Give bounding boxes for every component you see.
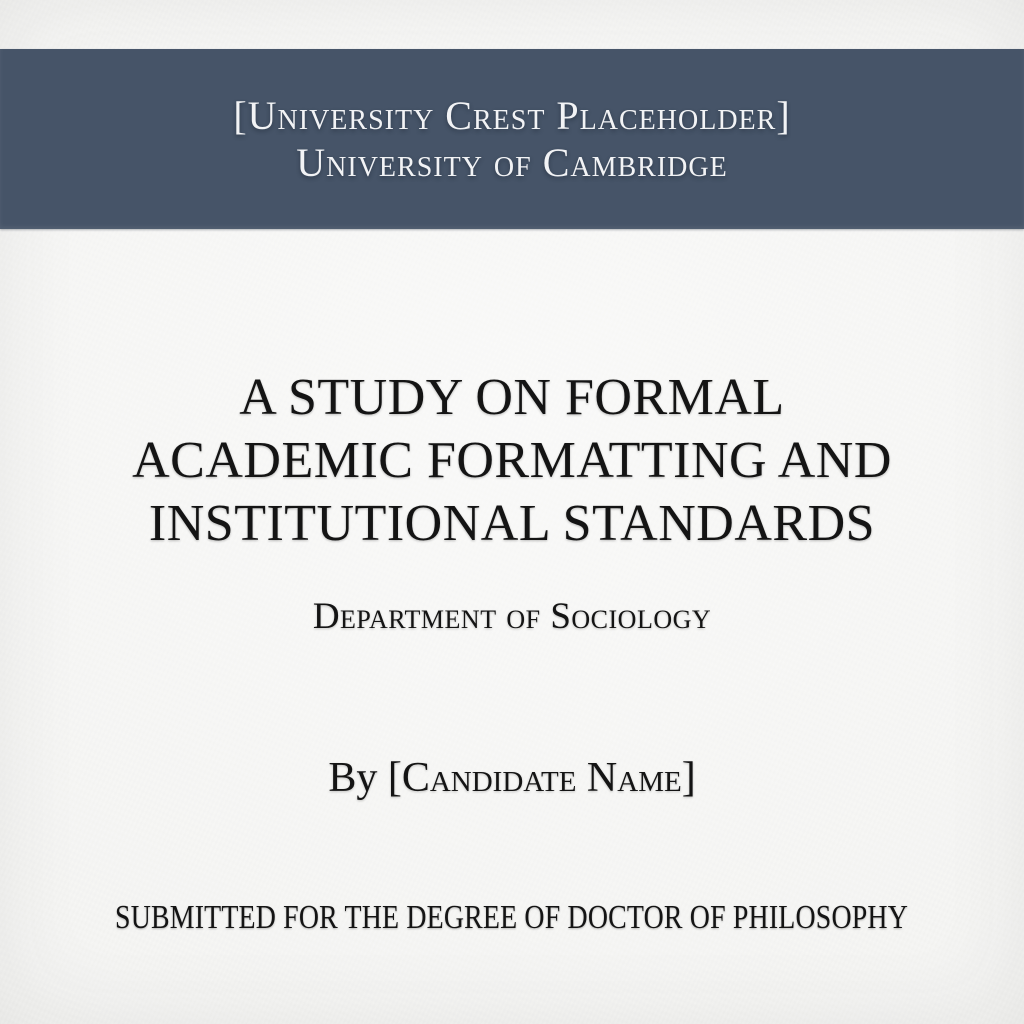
thesis-title xyxy=(132,366,892,555)
thesis-title-line-2: ACADEMIC FORMATTING AND xyxy=(132,432,892,489)
author-prefix: By xyxy=(328,755,388,801)
department-name: Department of Sociology xyxy=(312,596,712,637)
thesis-title-line-1: A STUDY ON FORMAL xyxy=(239,369,785,426)
header-band xyxy=(0,49,1024,229)
candidate-name-placeholder: [Candidate Name] xyxy=(387,755,696,801)
author-line xyxy=(328,750,695,806)
crest-placeholder-text: [University Crest Placeholder] xyxy=(233,93,791,138)
thesis-title-line-3: INSTITUTIONAL STANDARDS xyxy=(148,495,876,552)
degree-statement: SUBMITTED FOR THE DEGREE OF DOCTOR OF PHILOSOPHY xyxy=(115,899,909,936)
institution-name: University of Cambridge xyxy=(296,140,728,185)
title-page-content xyxy=(0,229,1024,939)
